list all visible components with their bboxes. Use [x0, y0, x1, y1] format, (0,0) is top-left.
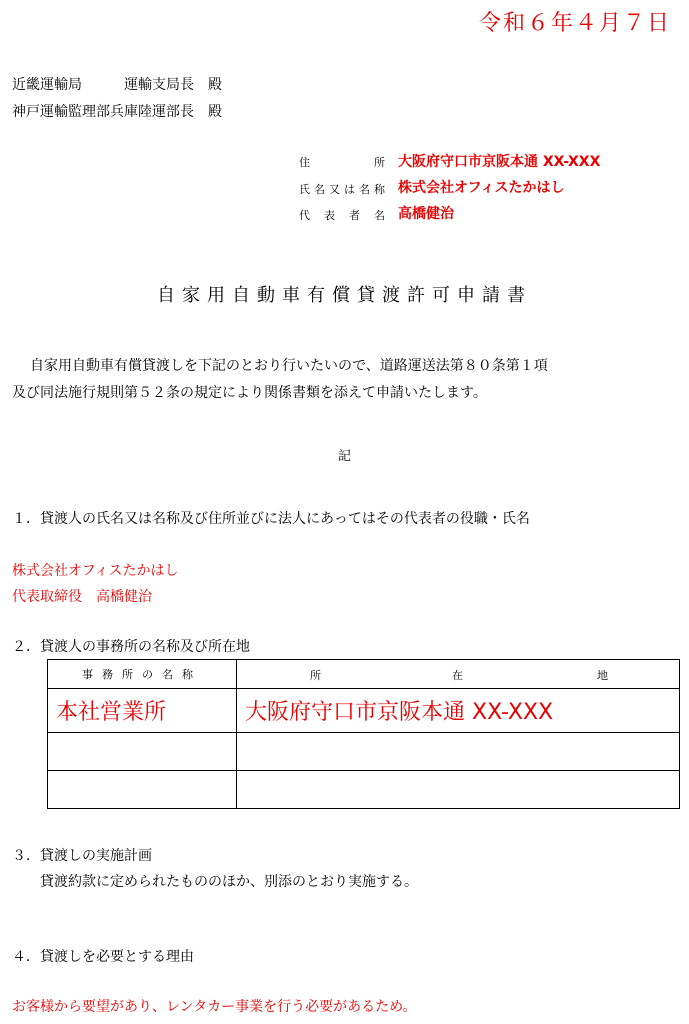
- document-title: 自家用自動車有償貸渡許可申請書: [157, 285, 532, 306]
- applicant-address-label: 住所: [299, 156, 385, 169]
- section-4-text: お客様から要望があり、レンタカー事業を行う必要があるため。: [12, 999, 417, 1015]
- location-header-char-1: 所: [310, 669, 321, 682]
- section-1-representative: 代表取締役 高橋健治: [12, 589, 152, 605]
- applicant-representative-value: 高橋健治: [398, 206, 454, 222]
- table-row: [48, 689, 680, 733]
- office-name-cell: [48, 771, 237, 809]
- section-1-company: 株式会社オフィスたかはし: [12, 563, 179, 579]
- section-1-heading: １．貸渡人の氏名又は名称及び住所並びに法人にあってはその代表者の役職・氏名: [12, 511, 530, 527]
- office-location-cell: [237, 771, 680, 809]
- ki-marker: 記: [337, 449, 351, 464]
- application-date: 令和６年４月７日: [478, 11, 671, 36]
- column-header-location: [237, 660, 680, 689]
- section-2-heading: ２．貸渡人の事務所の名称及び所在地: [12, 639, 250, 655]
- addressee-line-2: 神戸運輸監理部兵庫陸運部長 殿: [12, 104, 222, 120]
- column-header-office-name: 事務所の名称: [48, 660, 237, 689]
- office-location-cell: 大阪府守口市京阪本通 XX-XXX: [237, 689, 680, 733]
- addressee-line-1: 近畿運輸局 運輸支局長 殿: [12, 77, 222, 93]
- section-3-heading: ３．貸渡しの実施計画: [12, 848, 152, 864]
- applicant-name-label: 氏名又は名称: [299, 183, 385, 196]
- table-header-row: [48, 660, 680, 689]
- applicant-representative-label: 代表者名: [299, 209, 385, 222]
- office-name-cell: [48, 733, 237, 771]
- section-4-heading: ４．貸渡しを必要とする理由: [12, 949, 194, 965]
- section-3-text: 貸渡約款に定められたもののほか、別添のとおり実施する。: [40, 874, 418, 890]
- location-header-char-2: 在: [452, 669, 463, 682]
- office-location-cell: [237, 733, 680, 771]
- body-line-1: 自家用自動車有償貸渡しを下記のとおり行いたいので、道路運送法第８０条第１項: [30, 358, 548, 374]
- body-line-2: 及び同法施行規則第５２条の規定により関係書類を添えて申請いたします。: [12, 385, 487, 401]
- applicant-address-value: 大阪府守口市京阪本通 XX-XXX: [398, 154, 601, 170]
- office-table: [47, 659, 680, 809]
- location-header-char-3: 地: [597, 669, 608, 682]
- table-row: [48, 733, 680, 771]
- table-row: [48, 771, 680, 809]
- applicant-name-value: 株式会社オフィスたかはし: [398, 180, 565, 196]
- office-name-cell: 本社営業所: [48, 689, 237, 733]
